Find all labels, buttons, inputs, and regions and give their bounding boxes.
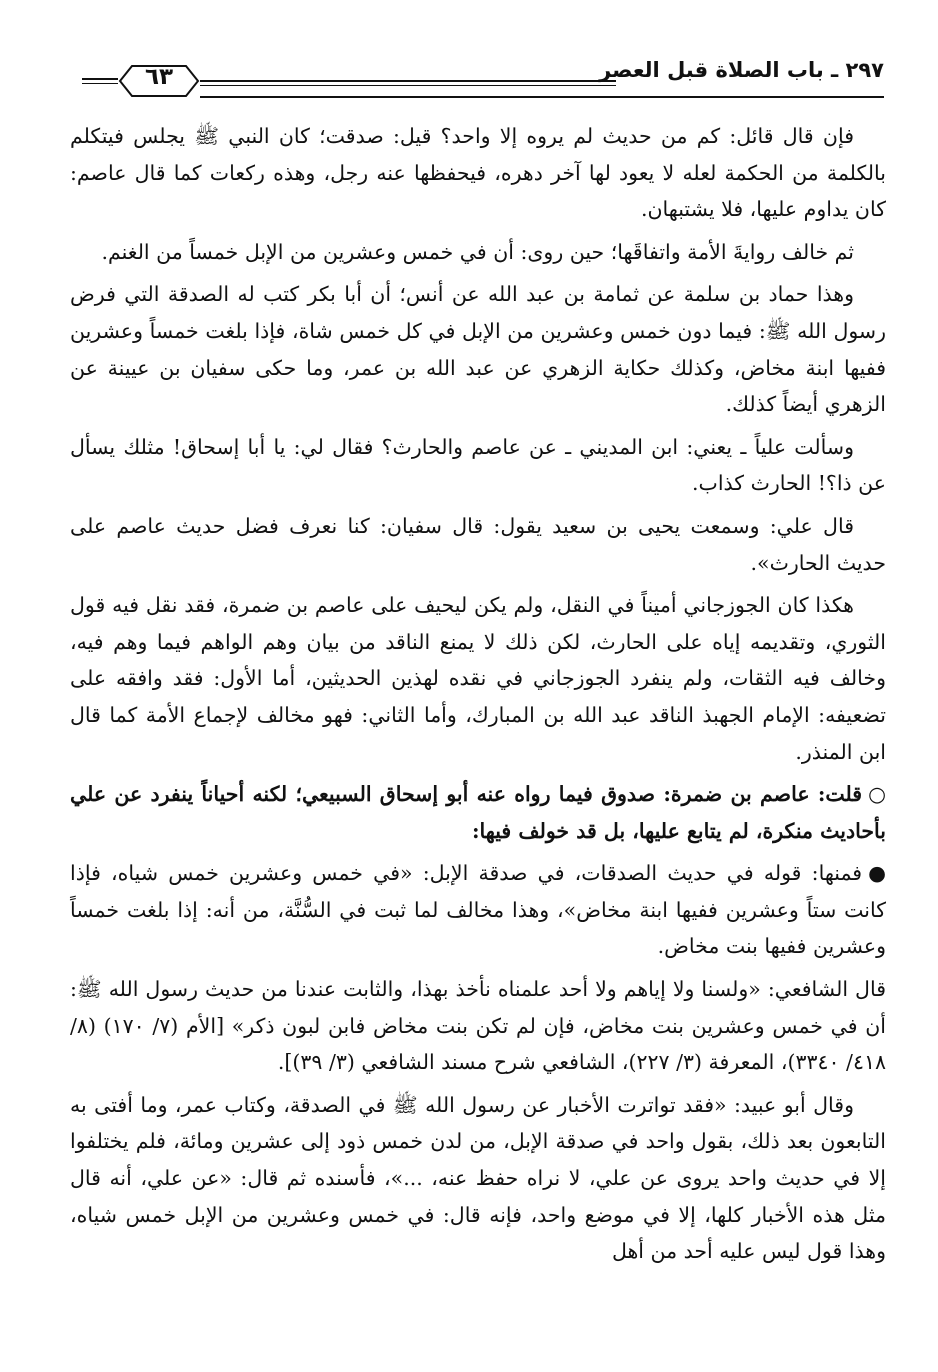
paragraph-text: قلت: عاصم بن ضمرة: صدوق فيما رواه عنه أبو إسحاق السبيعي؛ لكنه أحياناً ينفرد عن علي بأحاديث منكرة، لم يتابع عليها، بل قد خولف فيها: (70, 782, 886, 843)
paragraph (70, 276, 886, 422)
paragraph (70, 587, 886, 770)
header-underline (200, 96, 884, 98)
page-header (82, 50, 884, 106)
header-double-rule (200, 80, 616, 86)
paragraph-text: فإن قال قائل: كم من حديث لم يروه إلا واحد؟ قيل: صدقت؛ كان النبي ﷺ يجلس فيتكلم بالكلمة من الحكمة لعله لا يعود لها آخر دهره، فيحفظها عنه رجل، وهذه ركعات كما قال عاصم: كان يداوم عليها، فلا يشتبهان. (70, 124, 886, 222)
paragraph-text: وقال أبو عبيد: «فقد تواترت الأخبار عن رسول الله ﷺ في الصدقة، وكتاب عمر، وما أفتى به التابعون بعد ذلك، بقول واحد في صدقة الإبل، من لدن خمس ذود إلى عشرين ومائة، فلم يختلفوا إلا في حديث واحد يروى عن علي، لا نراه حفظ عنه، ...»، فأسنده ثم قال: «عن علي، أنه قال مثل هذه الأخبار كلها، إلا في موضع واحد، فإنه قال: في خمس وعشرين من الإبل خمس شياه، وهذا قول ليس عليه أحد من أهل (70, 1092, 886, 1264)
note-paragraph (70, 855, 886, 965)
paragraph-text: ثم خالف روايةَ الأمة واتفاقَها؛ حين روى: أن في خمس وعشرين من الإبل خمساً من الغنم. (101, 239, 854, 264)
paragraph (70, 971, 886, 1081)
paragraph-text: هكذا كان الجوزجاني أميناً في النقل، ولم يكن ليحيف على عاصم بن ضمرة، فقد نقل فيه قول الثوري، وتقديمه إياه على الحارث، لكن ذلك لا يمنع الناقد من بيان وهم الواهم فيما وهم فيه، وخالف فيه الثقات، ولم ينفرد الجوزجاني في نقده لهذين الحديثين، أما الأول: فقد وافقه على تضعيفه: الإمام الجهبذ الناقد عبد الله بن المبارك، وأما الثاني: فهو مخالف لإجماع الأمة كما قال ابن المنذر. (70, 593, 886, 764)
paragraph (70, 508, 886, 581)
note-paragraph (70, 776, 886, 849)
circle-bullet-icon: ○ (868, 782, 886, 807)
paragraph (70, 118, 886, 228)
dot-bullet-icon: ● (868, 861, 886, 886)
body-text (70, 118, 886, 1276)
paragraph-text: وهذا حماد بن سلمة عن ثمامة بن عبد الله عن أنس؛ أن أبا بكر كتب له الصدقة التي فرض رسول الله ﷺ: فيما دون خمس وعشرين من الإبل في كل خمس شاة، فإذا بلغت خمساً وعشرين ففيها ابنة مخاض، وكذلك حكاية الزهري عن عبد الله بن عمر، وما حكى سفيان بن عيينة عن الزهري أيضاً كذلك. (70, 282, 886, 417)
paragraph-text: قال علي: وسمعت يحيى بن سعيد يقول: قال سفيان: كنا نعرف فضل حديث عاصم على حديث الحارث». (70, 513, 886, 575)
paragraph-text: فمنها: قوله في حديث الصدقات، في صدقة الإبل: «في خمس وعشرين خمس شياه، فإذا كانت ستاً وعشرين ففيها ابنة مخاض»، وهذا مخالف لما ثبت في السُّنَّة، من أنه: إذا بلغت خمساً وعشرين ففيها بنت مخاض. (70, 861, 886, 959)
paragraph (70, 429, 886, 502)
paragraph-text: قال الشافعي: «ولسنا ولا إياهم ولا أحد علمناه نأخذ بهذا، والثابت عندنا من حديث رسول الله ﷺ: أن في خمس وعشرين بنت مخاض، فإن لم تكن بنت مخاض فابن لبون ذكر» [الأم (٧/ ١٧٠) (٨/ ٤١٨/ ٣٣٤٠)، المعرفة (٣/ ٢٢٧)، الشافعي شرح مسند الشافعي (٣/ ٣٩)]. (70, 977, 886, 1075)
paragraph (70, 234, 886, 271)
paragraph-text: وسألت علياً ـ يعني: ابن المديني ـ عن عاصم والحارث؟ فقال لي: يا أبا إسحاق! مثلك يسأل عن ذا؟! الحارث كذاب. (70, 434, 886, 496)
paragraph (70, 1087, 886, 1270)
page-number-badge (118, 62, 200, 100)
header-left-rule (82, 78, 118, 84)
page-number: ٦٣ (144, 64, 174, 90)
chapter-title: ٢٩٧ ـ باب الصلاة قبل العصر (599, 58, 884, 82)
